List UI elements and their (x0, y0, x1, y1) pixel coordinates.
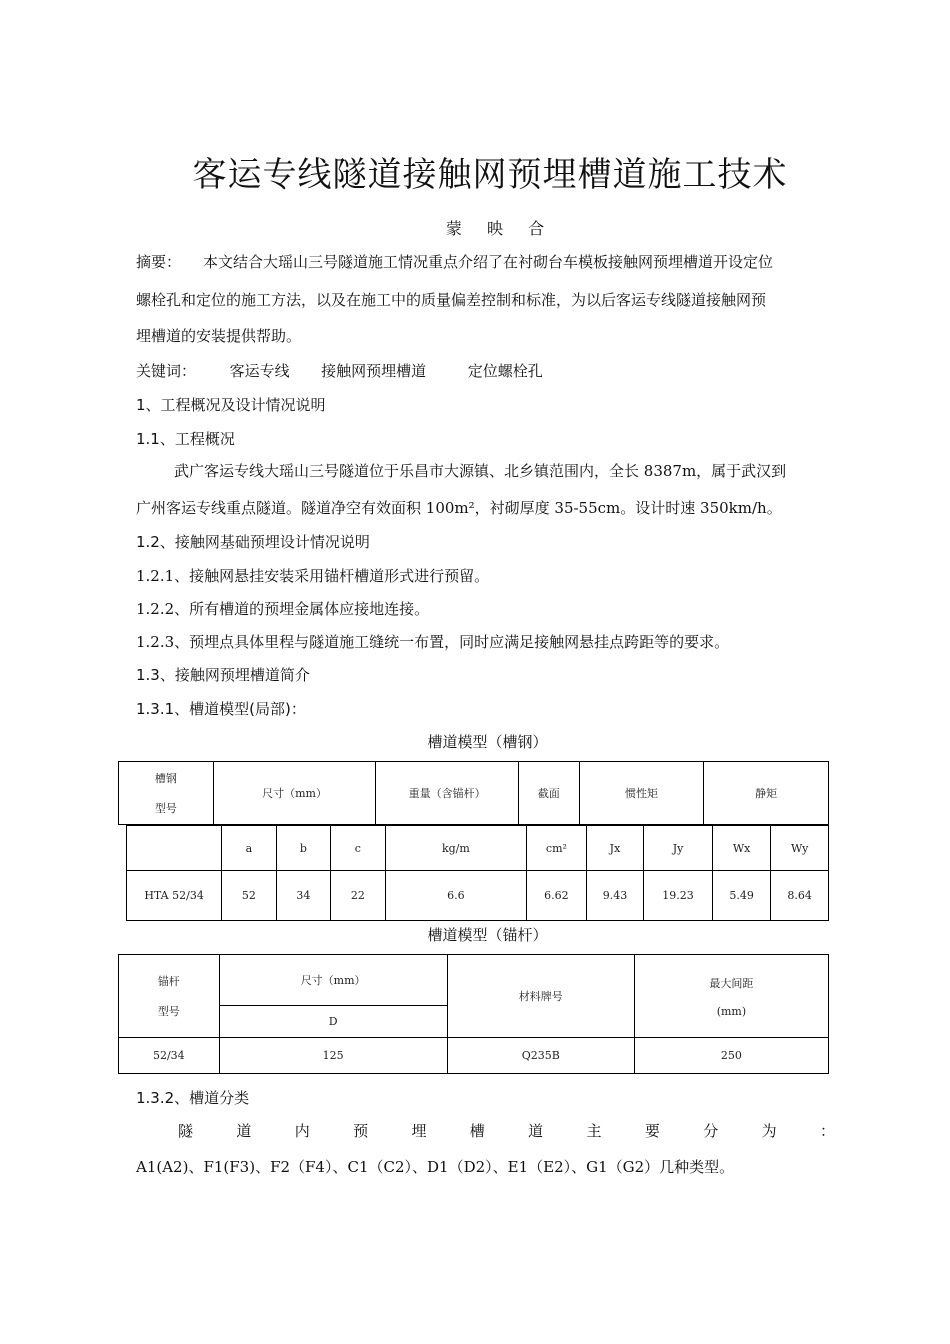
keyword-3: 定位螺栓孔 (467, 362, 543, 380)
table1-unit-jy: Jy (644, 826, 713, 871)
table2-cell-size: 125 (219, 1038, 447, 1074)
paragraph-1-1-line-2: 广州客运专线重点隧道。隧道净空有效面积 100m²，衬砌厚度 35-55cm。设计时速 350km/h。 (136, 499, 782, 517)
justified-char: 埋 (411, 1122, 427, 1140)
table1-caption: 槽道模型（槽钢） (427, 733, 548, 751)
abstract-line-2: 螺栓孔和定位的施工方法，以及在施工中的质量偏差控制和标准，为以后客运专线隧道接触网预 (136, 291, 767, 309)
table2-model-header (119, 955, 220, 1038)
table2-caption: 槽道模型（锚杆） (427, 926, 548, 944)
paragraph-1-3-2-line-2: A1(A2)、F1(F3)、F2（F4）、C1（C2）、D1（D2）、E1（E2）、G1（G2）几种类型。 (136, 1158, 735, 1176)
page-title: 客运专线隧道接触网预埋槽道施工技术 (192, 155, 788, 195)
abstract-line-3: 埋槽道的安装提供帮助。 (136, 327, 302, 345)
author: 蒙 映 合 (445, 219, 555, 238)
table2-cell-model: 52/34 (119, 1038, 220, 1074)
table1-cell-weight: 6.6 (385, 871, 527, 921)
table1-cell-b: 34 (276, 871, 330, 921)
justified-char: 要 (644, 1122, 660, 1140)
justified-char: ： (819, 1122, 835, 1140)
table1-unit-b: b (276, 826, 330, 871)
item-1-2-2: 1.2.2、所有槽道的预埋金属体应接地连接。 (136, 600, 430, 618)
table1-header (118, 761, 829, 825)
table1-model-header (119, 762, 214, 825)
table1-weight-header: 重量（含锚杆） (376, 762, 519, 825)
table1-cell-c: 22 (331, 871, 385, 921)
item-1-2-1: 1.2.1、接触网悬挂安装采用锚杆槽道形式进行预留。 (136, 567, 490, 585)
table2-size-header: 尺寸（mm） (219, 955, 447, 1006)
item-1-2-3: 1.2.3、预埋点具体里程与隧道施工缝统一布置，同时应满足接触网悬挂点跨距等的要求。 (136, 633, 730, 651)
table1-cell-jx: 9.43 (586, 871, 644, 921)
table2-spacing-header-line2: (mm) (716, 1004, 747, 1018)
paragraph-1-3-2-line-1 (178, 1120, 835, 1141)
abstract-label: 摘要： (136, 253, 182, 271)
keywords (136, 360, 543, 381)
table1-cell-a: 52 (222, 871, 276, 921)
table2-spacing-header (634, 955, 828, 1038)
table1-unit-empty (127, 826, 222, 871)
table1-size-header: 尺寸（mm） (213, 762, 376, 825)
table2-model-header-line1: 锚杆 (157, 975, 180, 988)
justified-char: 内 (294, 1122, 310, 1140)
justified-char: 槽 (469, 1122, 485, 1140)
table1-cell-section: 6.62 (527, 871, 587, 921)
table1-cell-wy: 8.64 (771, 871, 829, 921)
table1-unit-wy: Wy (771, 826, 829, 871)
table1-body (126, 825, 829, 921)
keywords-label: 关键词： (136, 362, 197, 380)
table1-unit-jx: Jx (586, 826, 644, 871)
table2-size-sub-header: D (219, 1006, 447, 1038)
paragraph-1-1-line-1: 武广客运专线大瑶山三号隧道位于乐昌市大源镇、北乡镇范围内，全长 8387m，属于武汉到 (174, 462, 787, 480)
table1-inertia-header: 惯性矩 (579, 762, 704, 825)
justified-char: 预 (353, 1122, 369, 1140)
table1-section-header: 截面 (518, 762, 579, 825)
table1-model-header-line1: 槽钢 (154, 772, 177, 785)
justified-char: 主 (586, 1122, 602, 1140)
heading-1: 1、工程概况及设计情况说明 (136, 396, 326, 414)
table1-cell-wx: 5.49 (712, 871, 771, 921)
keyword-2: 接触网预埋槽道 (321, 362, 427, 380)
abstract-text-1: 本文结合大瑶山三号隧道施工情况重点介绍了在衬砌台车模板接触网预埋槽道开设定位 (203, 253, 774, 271)
table1-unit-wx: Wx (712, 826, 771, 871)
table1-cell-jy: 19.23 (644, 871, 713, 921)
table2 (118, 954, 829, 1074)
justified-char: 分 (703, 1122, 719, 1140)
justified-char: 道 (528, 1122, 544, 1140)
heading-1-3-1: 1.3.1、槽道模型(局部)： (136, 700, 306, 718)
table2-model-header-line2: 型号 (157, 1005, 180, 1018)
table1-unit-cm2: cm² (527, 826, 587, 871)
justified-char: 道 (236, 1122, 252, 1140)
heading-1-2: 1.2、接触网基础预埋设计情况说明 (136, 533, 370, 551)
table2-spacing-header-line1: 最大间距 (709, 976, 754, 990)
table1-static-header: 静矩 (704, 762, 829, 825)
table2-cell-material: Q235B (447, 1038, 634, 1074)
justified-char: 隧 (178, 1122, 194, 1140)
heading-1-1: 1.1、工程概况 (136, 430, 235, 448)
abstract-line-1 (136, 244, 773, 281)
table1-unit-a: a (222, 826, 276, 871)
table1-unit-c: c (331, 826, 385, 871)
table1-unit-kgm: kg/m (385, 826, 527, 871)
table2-material-header: 材料牌号 (447, 955, 634, 1038)
keyword-1: 客运专线 (229, 362, 290, 380)
table1-model-header-line2: 型号 (154, 802, 177, 815)
justified-char: 为 (761, 1122, 777, 1140)
heading-1-3-2: 1.3.2、槽道分类 (136, 1089, 250, 1107)
table1-cell-model: HTA 52/34 (127, 871, 222, 921)
heading-1-3: 1.3、接触网预埋槽道简介 (136, 666, 310, 684)
table2-cell-spacing: 250 (634, 1038, 828, 1074)
